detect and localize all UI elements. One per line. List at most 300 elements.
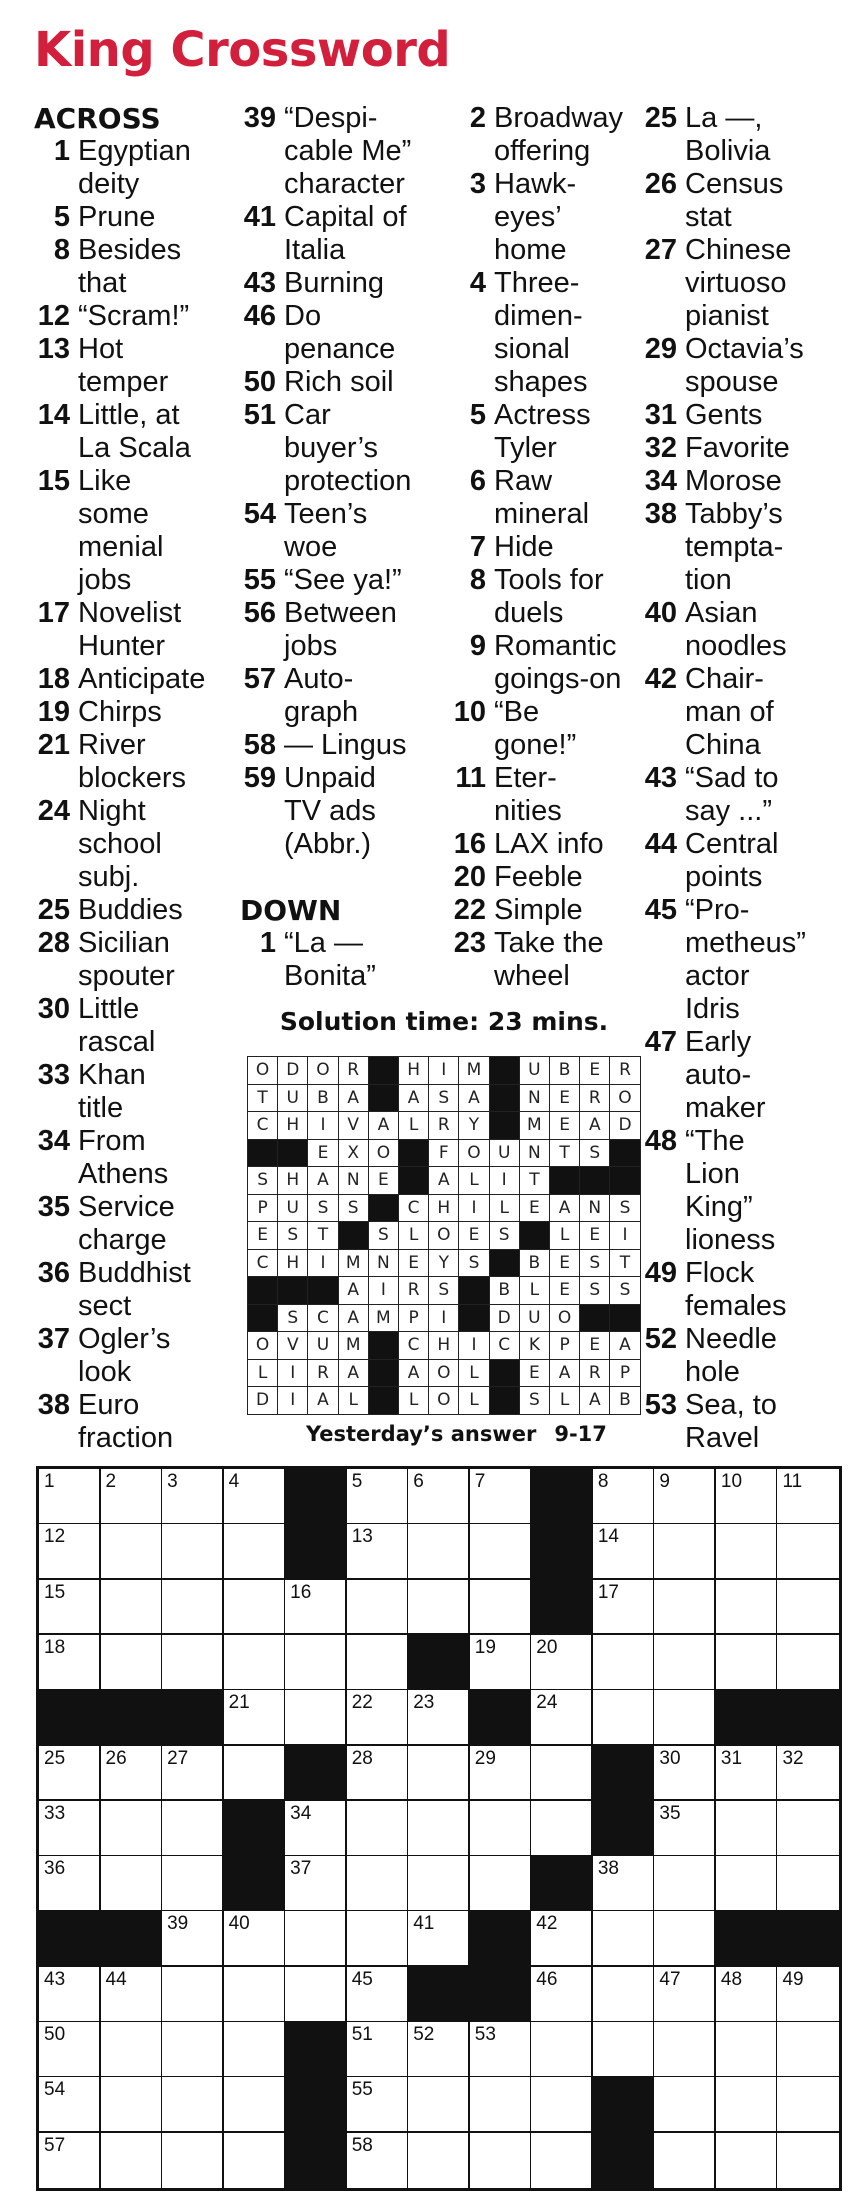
grid-cell[interactable] xyxy=(347,2022,409,2078)
black-square xyxy=(285,2022,347,2078)
answer-letter: D xyxy=(247,1386,278,1415)
grid-cell[interactable] xyxy=(777,1746,839,1802)
answer-black-square xyxy=(489,1249,520,1278)
clue-text xyxy=(685,465,857,498)
grid-cell[interactable] xyxy=(162,1469,224,1525)
grid-cell[interactable] xyxy=(531,2022,593,2078)
grid-cell[interactable] xyxy=(593,1856,655,1912)
clue xyxy=(450,399,658,465)
clue xyxy=(34,795,239,894)
answer-letter: P xyxy=(247,1194,278,1223)
cell-number: 27 xyxy=(167,1747,189,1769)
grid-cell[interactable] xyxy=(470,1580,532,1636)
answer-black-square xyxy=(458,1304,489,1333)
clue-line: Morose xyxy=(685,465,782,497)
grid-cell[interactable] xyxy=(39,2133,101,2188)
clue-line: TV ads xyxy=(284,795,376,827)
grid-cell[interactable] xyxy=(224,1911,286,1967)
grid-cell[interactable] xyxy=(777,2133,839,2188)
grid-cell[interactable] xyxy=(224,2077,286,2133)
clue-text xyxy=(494,168,658,267)
clue-line: sional xyxy=(494,333,570,365)
grid-cell[interactable] xyxy=(470,1856,532,1912)
grid-cell[interactable] xyxy=(408,1856,470,1912)
grid-cell[interactable] xyxy=(162,2022,224,2078)
grid-cell[interactable] xyxy=(654,1524,716,1580)
clue-text xyxy=(78,729,239,795)
cell-number: 7 xyxy=(474,1471,486,1492)
answer-letter: E xyxy=(579,1221,610,1250)
answer-letter: H xyxy=(277,1249,308,1278)
clue-line: deity xyxy=(78,168,140,200)
grid-cell[interactable] xyxy=(470,1801,532,1857)
grid-cell[interactable] xyxy=(593,1469,655,1525)
cell-number: 42 xyxy=(536,1913,558,1935)
black-square xyxy=(716,1690,778,1746)
answer-letter: L xyxy=(398,1111,429,1140)
grid-cell[interactable] xyxy=(101,1469,163,1525)
clue-number: 40 xyxy=(644,597,677,629)
answer-letter: I xyxy=(307,1249,338,1278)
clue-line: — Lingus xyxy=(284,729,407,761)
clue-line: spouter xyxy=(78,960,175,992)
clue-line: Simple xyxy=(494,894,583,926)
grid-cell[interactable] xyxy=(162,1746,224,1802)
grid-cell[interactable] xyxy=(654,1746,716,1802)
answer-letter: O xyxy=(458,1139,489,1168)
grid-cell[interactable] xyxy=(777,1580,839,1636)
grid-cell[interactable] xyxy=(39,1469,101,1525)
grid-cell[interactable] xyxy=(470,1746,532,1802)
clue xyxy=(641,102,857,168)
grid-cell[interactable] xyxy=(347,2077,409,2133)
grid-cell[interactable] xyxy=(531,1690,593,1746)
grid-cell[interactable] xyxy=(654,1635,716,1691)
clue-line: man of xyxy=(685,696,774,728)
grid-cell[interactable] xyxy=(408,1469,470,1525)
clue-line: Buddies xyxy=(78,894,183,926)
answer-letter: M xyxy=(458,1056,489,1085)
grid-cell[interactable] xyxy=(777,2022,839,2078)
grid-cell[interactable] xyxy=(162,2077,224,2133)
clue-number: 22 xyxy=(453,894,486,926)
grid-cell[interactable] xyxy=(408,1690,470,1746)
clue xyxy=(641,828,857,894)
clue-text xyxy=(78,696,239,729)
grid-cell[interactable] xyxy=(470,2022,532,2078)
grid-cell[interactable] xyxy=(716,1746,778,1802)
grid-cell[interactable] xyxy=(285,1635,347,1691)
grid-cell[interactable] xyxy=(470,2077,532,2133)
grid-cell[interactable] xyxy=(101,1580,163,1636)
clue-number: 10 xyxy=(453,696,486,728)
grid-cell[interactable] xyxy=(224,1690,286,1746)
grid-cell[interactable] xyxy=(777,1635,839,1691)
answer-black-square xyxy=(489,1359,520,1388)
grid-cell[interactable] xyxy=(347,1746,409,1802)
crossword-grid xyxy=(36,1466,842,2191)
clue-number: 53 xyxy=(644,1389,677,1421)
black-square xyxy=(408,1635,470,1691)
clue-number: 34 xyxy=(37,1125,70,1157)
grid-cell[interactable] xyxy=(408,1580,470,1636)
grid-cell[interactable] xyxy=(285,1690,347,1746)
grid-cell[interactable] xyxy=(101,2077,163,2133)
grid-cell[interactable] xyxy=(224,1746,286,1802)
grid-cell[interactable] xyxy=(777,1469,839,1525)
answer-letter: A xyxy=(458,1084,489,1113)
answer-letter: O xyxy=(549,1304,580,1333)
grid-cell[interactable] xyxy=(224,1635,286,1691)
grid-cell[interactable] xyxy=(593,2022,655,2078)
grid-cell[interactable] xyxy=(39,1580,101,1636)
clue-number: 32 xyxy=(644,432,677,464)
grid-cell[interactable] xyxy=(716,1580,778,1636)
clue-line: Little xyxy=(78,993,140,1025)
clue-line: From xyxy=(78,1125,146,1157)
grid-cell[interactable] xyxy=(285,1801,347,1857)
cell-number: 12 xyxy=(44,1526,66,1548)
clue-line: maker xyxy=(685,1092,766,1124)
clue-line: nities xyxy=(494,795,562,827)
clue-text xyxy=(78,894,239,927)
clue-line: Tyler xyxy=(494,432,557,464)
grid-cell[interactable] xyxy=(224,1967,286,2023)
grid-cell[interactable] xyxy=(285,1911,347,1967)
grid-cell[interactable] xyxy=(593,1690,655,1746)
clue-line: virtuoso xyxy=(685,267,787,299)
clue xyxy=(240,498,450,564)
grid-cell[interactable] xyxy=(162,2133,224,2188)
clue-line: actor xyxy=(685,960,750,992)
grid-cell[interactable] xyxy=(224,2022,286,2078)
clue xyxy=(641,399,857,432)
clue-text xyxy=(284,729,450,762)
grid-cell[interactable] xyxy=(224,1580,286,1636)
grid-cell[interactable] xyxy=(347,1524,409,1580)
answer-letter: E xyxy=(549,1111,580,1140)
clue-line: Take the xyxy=(494,927,604,959)
grid-cell[interactable] xyxy=(531,1967,593,2023)
clue-line: charge xyxy=(78,1224,167,1256)
clue-line: “See ya!” xyxy=(284,564,402,596)
grid-cell[interactable] xyxy=(531,1911,593,1967)
answer-letter: O xyxy=(428,1221,459,1250)
clue-number: 54 xyxy=(243,498,276,530)
clue xyxy=(34,201,239,234)
clue-line: Chair- xyxy=(685,663,764,695)
clue-line: tempta- xyxy=(685,531,784,563)
answer-black-square xyxy=(277,1139,308,1168)
grid-cell[interactable] xyxy=(408,1746,470,1802)
clue-number: 47 xyxy=(644,1026,677,1058)
answer-letter: E xyxy=(398,1249,429,1278)
answer-letter: A xyxy=(609,1331,640,1360)
grid-cell[interactable] xyxy=(39,1856,101,1912)
grid-cell[interactable] xyxy=(285,1580,347,1636)
clue xyxy=(641,465,857,498)
black-square xyxy=(593,2133,655,2188)
answer-letter: N xyxy=(579,1194,610,1223)
grid-cell[interactable] xyxy=(347,1967,409,2023)
grid-cell[interactable] xyxy=(101,1635,163,1691)
clue-number: 21 xyxy=(37,729,70,761)
clue-text xyxy=(685,102,857,168)
clue-line: Hunter xyxy=(78,630,166,662)
clue xyxy=(641,1125,857,1257)
answer-letter: P xyxy=(609,1359,640,1388)
grid-cell[interactable] xyxy=(101,1746,163,1802)
grid-cell[interactable] xyxy=(531,1635,593,1691)
cell-number: 51 xyxy=(351,2024,373,2046)
clue-line: mineral xyxy=(494,498,590,530)
grid-cell[interactable] xyxy=(593,1967,655,2023)
cell-number: 3 xyxy=(167,1471,178,1492)
grid-cell[interactable] xyxy=(347,1580,409,1636)
grid-cell[interactable] xyxy=(654,1856,716,1912)
clue-text xyxy=(494,630,658,696)
grid-cell[interactable] xyxy=(162,1801,224,1857)
clue-column-1 xyxy=(34,102,239,1455)
grid-cell[interactable] xyxy=(162,1524,224,1580)
clue xyxy=(240,597,450,663)
answer-letter: D xyxy=(489,1304,520,1333)
answer-letter: C xyxy=(247,1111,278,1140)
answer-letter: S xyxy=(519,1386,550,1415)
answer-letter: L xyxy=(458,1359,489,1388)
clue-number: 35 xyxy=(37,1191,70,1223)
grid-cell[interactable] xyxy=(408,1801,470,1857)
clue-text xyxy=(78,333,239,399)
answer-letter: O xyxy=(247,1331,278,1360)
answer-letter: P xyxy=(398,1304,429,1333)
clue-text xyxy=(685,1323,857,1389)
answer-black-square xyxy=(277,1276,308,1305)
grid-cell[interactable] xyxy=(654,1580,716,1636)
grid-cell[interactable] xyxy=(162,1635,224,1691)
grid-cell[interactable] xyxy=(777,1856,839,1912)
grid-cell[interactable] xyxy=(777,1967,839,2023)
clue-number: 23 xyxy=(453,927,486,959)
clue-line: Car xyxy=(284,399,331,431)
grid-cell[interactable] xyxy=(716,1635,778,1691)
grid-cell[interactable] xyxy=(347,1801,409,1857)
grid-cell[interactable] xyxy=(347,1911,409,1967)
grid-cell[interactable] xyxy=(654,1801,716,1857)
grid-cell[interactable] xyxy=(101,1524,163,1580)
black-square xyxy=(470,1911,532,1967)
answer-letter: I xyxy=(458,1194,489,1223)
grid-cell[interactable] xyxy=(716,1801,778,1857)
clue-text xyxy=(78,1059,239,1125)
grid-cell[interactable] xyxy=(224,1524,286,1580)
grid-cell[interactable] xyxy=(408,2133,470,2188)
answer-black-square xyxy=(368,1359,399,1388)
clue-column-3 xyxy=(450,102,658,993)
grid-cell[interactable] xyxy=(101,2022,163,2078)
grid-cell[interactable] xyxy=(408,1911,470,1967)
grid-cell[interactable] xyxy=(777,1524,839,1580)
answer-letter: S xyxy=(428,1276,459,1305)
clue xyxy=(450,696,658,762)
clue-number: 1 xyxy=(53,135,70,167)
clue xyxy=(240,201,450,267)
clue-line: Octavia’s xyxy=(685,333,804,365)
black-square xyxy=(593,1801,655,1857)
clue-line: Tools for xyxy=(494,564,604,596)
answer-letter: R xyxy=(338,1056,369,1085)
grid-cell[interactable] xyxy=(470,1635,532,1691)
grid-cell[interactable] xyxy=(470,2133,532,2188)
grid-cell[interactable] xyxy=(593,1524,655,1580)
grid-cell[interactable] xyxy=(408,2022,470,2078)
clue-text xyxy=(78,1257,239,1323)
grid-cell[interactable] xyxy=(470,1524,532,1580)
clue-line: “La — xyxy=(284,927,363,959)
grid-cell[interactable] xyxy=(531,2077,593,2133)
grid-cell[interactable] xyxy=(39,1801,101,1857)
answer-letter: N xyxy=(338,1166,369,1195)
grid-cell[interactable] xyxy=(39,2022,101,2078)
clue-line: Census xyxy=(685,168,784,200)
clue-text xyxy=(78,795,239,894)
grid-cell[interactable] xyxy=(777,1801,839,1857)
grid-cell[interactable] xyxy=(408,2077,470,2133)
clue-number: 56 xyxy=(243,597,276,629)
grid-cell[interactable] xyxy=(101,1856,163,1912)
answer-letter: P xyxy=(549,1331,580,1360)
black-square xyxy=(470,1967,532,2023)
clue-number: 33 xyxy=(37,1059,70,1091)
grid-cell[interactable] xyxy=(593,1580,655,1636)
grid-cell[interactable] xyxy=(347,2133,409,2188)
clue xyxy=(240,267,450,300)
grid-cell[interactable] xyxy=(39,1524,101,1580)
grid-cell[interactable] xyxy=(654,1690,716,1746)
clue xyxy=(34,927,239,993)
clue xyxy=(641,333,857,399)
grid-cell[interactable] xyxy=(716,1469,778,1525)
cell-number: 16 xyxy=(290,1581,312,1603)
grid-cell[interactable] xyxy=(162,1967,224,2023)
grid-cell[interactable] xyxy=(654,1911,716,1967)
black-square xyxy=(531,1469,593,1525)
grid-cell[interactable] xyxy=(162,1856,224,1912)
grid-cell[interactable] xyxy=(716,1856,778,1912)
answer-letter: H xyxy=(428,1331,459,1360)
answer-letter: E xyxy=(247,1221,278,1250)
clue xyxy=(34,300,239,333)
grid-cell[interactable] xyxy=(716,1967,778,2023)
grid-cell[interactable] xyxy=(101,2133,163,2188)
grid-cell[interactable] xyxy=(39,1746,101,1802)
answer-letter: I xyxy=(368,1276,399,1305)
cell-number: 37 xyxy=(290,1858,312,1880)
clue-text xyxy=(78,993,239,1059)
grid-cell[interactable] xyxy=(593,1911,655,1967)
grid-cell[interactable] xyxy=(777,2077,839,2133)
grid-cell[interactable] xyxy=(716,2022,778,2078)
clue-text xyxy=(284,663,450,729)
clue-number: 4 xyxy=(469,267,486,299)
grid-cell[interactable] xyxy=(224,1469,286,1525)
clue xyxy=(450,267,658,399)
clue-text xyxy=(284,498,450,564)
clue-text xyxy=(494,762,658,828)
grid-cell[interactable] xyxy=(654,1469,716,1525)
answer-black-square xyxy=(609,1166,640,1195)
clue-line: Chirps xyxy=(78,696,162,728)
grid-cell[interactable] xyxy=(531,1746,593,1802)
answer-letter: A xyxy=(368,1111,399,1140)
grid-cell[interactable] xyxy=(654,2077,716,2133)
grid-cell[interactable] xyxy=(224,2133,286,2188)
grid-cell[interactable] xyxy=(716,1524,778,1580)
grid-cell[interactable] xyxy=(654,1967,716,2023)
clue-line: shapes xyxy=(494,366,588,398)
grid-cell[interactable] xyxy=(408,1524,470,1580)
clue-number: 15 xyxy=(37,465,70,497)
cell-number: 41 xyxy=(413,1913,435,1935)
grid-cell[interactable] xyxy=(531,2133,593,2188)
grid-cell[interactable] xyxy=(39,1967,101,2023)
clue xyxy=(641,894,857,1026)
black-square xyxy=(593,1746,655,1802)
clue-text xyxy=(494,399,658,465)
grid-cell[interactable] xyxy=(285,1856,347,1912)
grid-cell[interactable] xyxy=(39,1635,101,1691)
clue-line: Sicilian xyxy=(78,927,170,959)
answer-letter: B xyxy=(519,1249,550,1278)
clue-column-2 xyxy=(240,102,450,993)
grid-cell[interactable] xyxy=(101,1967,163,2023)
clue-text xyxy=(685,894,857,1026)
grid-cell[interactable] xyxy=(470,1469,532,1525)
clue-line: Burning xyxy=(284,267,384,299)
clue-number: 44 xyxy=(644,828,677,860)
grid-cell[interactable] xyxy=(716,2133,778,2188)
clue-number: 45 xyxy=(644,894,677,926)
grid-cell[interactable] xyxy=(654,2022,716,2078)
grid-cell[interactable] xyxy=(593,1635,655,1691)
answer-black-square xyxy=(368,1331,399,1360)
answer-letter: E xyxy=(549,1084,580,1113)
cell-number: 19 xyxy=(474,1636,496,1658)
grid-cell[interactable] xyxy=(654,2133,716,2188)
grid-cell[interactable] xyxy=(101,1801,163,1857)
grid-cell[interactable] xyxy=(285,1967,347,2023)
clue-line: La —, xyxy=(685,102,763,134)
grid-cell[interactable] xyxy=(716,2077,778,2133)
clue-number: 1 xyxy=(259,927,276,959)
clue-line: tion xyxy=(685,564,732,596)
answer-letter: S xyxy=(579,1249,610,1278)
answer-letter: A xyxy=(307,1166,338,1195)
grid-cell[interactable] xyxy=(162,1911,224,1967)
clue-line: Central xyxy=(685,828,779,860)
black-square xyxy=(285,2077,347,2133)
grid-cell[interactable] xyxy=(347,1469,409,1525)
grid-cell[interactable] xyxy=(531,1801,593,1857)
answer-letter: R xyxy=(398,1276,429,1305)
clue-line: Anticipate xyxy=(78,663,206,695)
grid-cell[interactable] xyxy=(162,1580,224,1636)
grid-cell[interactable] xyxy=(39,2077,101,2133)
grid-cell[interactable] xyxy=(347,1635,409,1691)
grid-cell[interactable] xyxy=(347,1690,409,1746)
grid-cell[interactable] xyxy=(347,1856,409,1912)
clue xyxy=(641,234,857,333)
